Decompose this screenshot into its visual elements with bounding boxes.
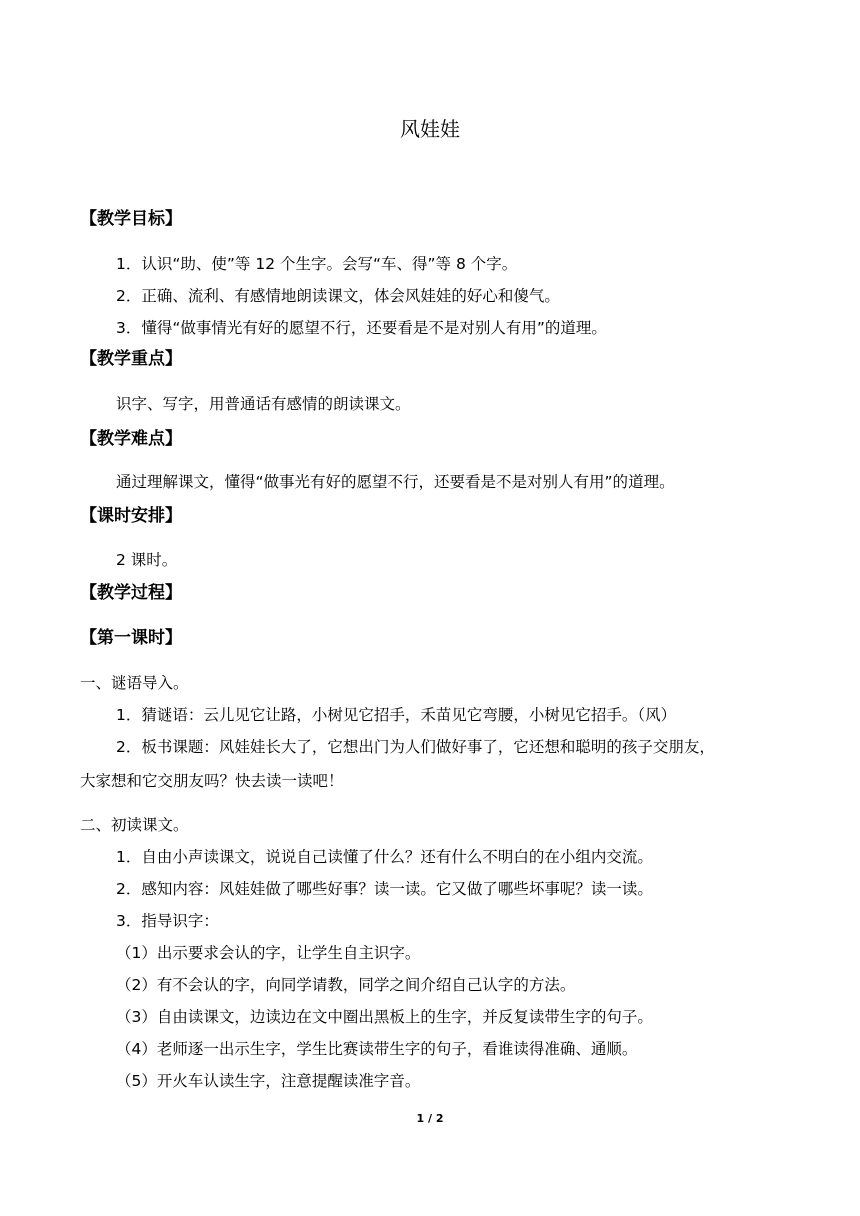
key-points-text: 识字、写字，用普通话有感情的朗读课文。 xyxy=(116,395,411,413)
section2-subitem-3: （3）自由读课文，边读边在文中圈出黑板上的生字，并反复读带生字的句子。 xyxy=(116,1008,653,1026)
objective-item-2: 2．正确、流利、有感情地朗读课文，体会风娃娃的好心和傻气。 xyxy=(116,287,560,305)
section2-item-3: 3．指导识字： xyxy=(116,912,219,930)
heading-process: 【教学过程】 xyxy=(80,583,182,603)
section2-item-2: 2．感知内容：风娃娃做了哪些好事？读一读。它又做了哪些坏事呢？读一读。 xyxy=(116,880,653,898)
heading-lesson1: 【第一课时】 xyxy=(80,628,182,648)
section2-title: 二、初读课文。 xyxy=(80,816,189,834)
heading-key-points: 【教学重点】 xyxy=(80,349,182,369)
heading-schedule: 【课时安排】 xyxy=(80,506,182,526)
section1-item-2: 2．板书课题：风娃娃长大了，它想出门为人们做好事了，它还想和聪明的孩子交朋友， xyxy=(116,738,715,756)
page-number: 1 / 2 xyxy=(416,1112,444,1125)
objective-item-3: 3．懂得“做事情光有好的愿望不行，还要看是不是对别人有用”的道理。 xyxy=(116,319,607,337)
section2-subitem-1: （1）出示要求会认的字，让学生自主识字。 xyxy=(116,944,421,962)
section1-item-2-continued: 大家想和它交朋友吗？快去读一读吧！ xyxy=(80,772,344,790)
section1-title: 一、谜语导入。 xyxy=(80,674,189,692)
section1-item-1: 1．猜谜语：云儿见它让路，小树见它招手，禾苗见它弯腰，小树见它招手。（风） xyxy=(116,706,677,724)
objective-item-1: 1．认识“助、使”等 12 个生字。会写“车、得”等 8 个字。 xyxy=(116,255,518,273)
document-title: 风娃娃 xyxy=(400,117,460,141)
difficulties-text: 通过理解课文，懂得“做事光有好的愿望不行，还要看是不是对别人有用”的道理。 xyxy=(116,473,675,491)
schedule-text: 2 课时。 xyxy=(116,551,178,569)
heading-objectives: 【教学目标】 xyxy=(80,209,182,229)
section2-subitem-4: （4）老师逐一出示生字，学生比赛读带生字的句子，看谁读得准确、通顺。 xyxy=(116,1040,638,1058)
section2-item-1: 1．自由小声读课文，说说自己读懂了什么？还有什么不明白的在小组内交流。 xyxy=(116,848,653,866)
section2-subitem-2: （2）有不会认的字，向同学请教，同学之间介绍自己认字的方法。 xyxy=(116,976,576,994)
heading-difficulties: 【教学难点】 xyxy=(80,429,182,449)
section2-subitem-5: （5）开火车认读生字，注意提醒读准字音。 xyxy=(116,1072,421,1090)
